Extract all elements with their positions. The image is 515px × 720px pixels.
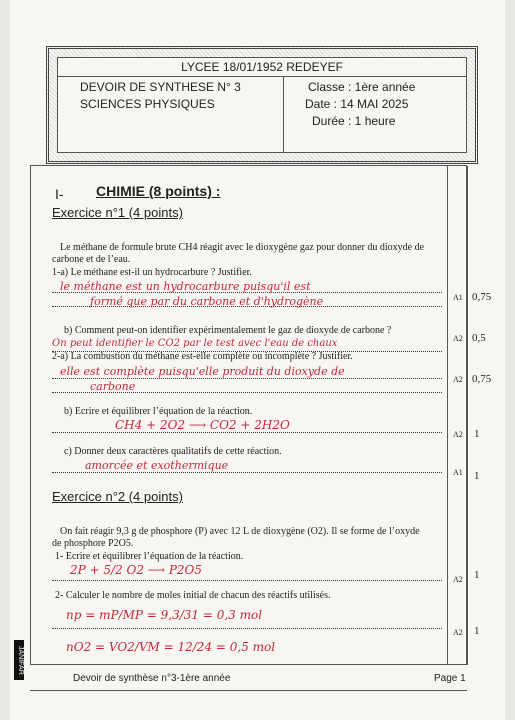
answer-line <box>52 628 442 629</box>
answer-line <box>52 580 442 581</box>
answer-1a-line1: le méthane est un hydrocarbure puisqu'il est <box>60 280 311 293</box>
grading-points: 0,75 <box>472 373 492 385</box>
question-2c: c) Donner deux caractères qualitatifs de cette réaction. <box>64 446 282 457</box>
grading-column-divider-2 <box>467 166 468 665</box>
grading-code: A1 <box>453 468 463 477</box>
page-number: Page 1 <box>434 673 466 684</box>
footer-left: Devoir de synthèse n°3-1ère année <box>73 673 231 684</box>
subject: SCIENCES PHYSIQUES <box>80 97 215 111</box>
grading-points: 0,5 <box>472 332 486 344</box>
class-label: Classe : 1ère année <box>308 80 416 94</box>
question-2a: 2-a) La combustion du méthane est-elle complète ou incomplète ? Justifier. <box>52 351 353 362</box>
grading-points: 1 <box>474 428 480 440</box>
answer-1b: On peut identifier le CO2 par le test avec l'eau de chaux <box>52 338 338 349</box>
answer-line <box>52 432 442 433</box>
exercise2-answer-2-line2: nO2 = VO2/VM = 12/24 = 0,5 mol <box>66 640 276 654</box>
exercise2-question-1: 1- Ecrire et équilibrer l’équation de la réaction. <box>55 551 244 562</box>
exercise2-intro-line1: On fait réagir 9,3 g de phosphore (P) avec 12 L de dioxygène (O2). Il se forme de l’oxyde <box>60 526 420 537</box>
answer-line <box>52 378 442 379</box>
question-1a: 1-a) Le méthane est-il un hydrocarbure ? Justifier. <box>52 267 252 278</box>
exercise2-title: Exercice n°2 (4 points) <box>52 489 183 504</box>
answer-2b: CH4 + 2O2 ⟶ CO2 + 2H2O <box>115 418 290 432</box>
school-name: LYCEE 18/01/1952 REDEYEF <box>181 60 343 74</box>
exercise2-question-2: 2- Calculer le nombre de moles initial de chacun des réactifs utilisés. <box>55 590 331 601</box>
question-2b: b) Ecrire et équilibrer l’équation de la réaction. <box>64 406 253 417</box>
grading-points: 1 <box>474 569 480 581</box>
exercise2-answer-1: 2P + 5/2 O2 ⟶ P2O5 <box>70 563 203 577</box>
answer-2a-line1: elle est complète puisqu'elle produit du dioxyde de <box>60 365 345 378</box>
grading-code: A2 <box>453 628 463 637</box>
grading-points: 1 <box>474 470 480 482</box>
answer-2a-line2: carbone <box>90 380 136 393</box>
grading-code: A2 <box>453 375 463 384</box>
exercise2-answer-2-line1: np = mP/MP = 9,3/31 = 0,3 mol <box>66 608 263 622</box>
date-label: Date : 14 MAI 2025 <box>305 97 409 111</box>
side-tag: JANIFAR <box>14 640 24 680</box>
grading-code: A1 <box>453 293 463 302</box>
header-divider <box>58 76 466 77</box>
grading-points: 0,75 <box>472 291 492 303</box>
exercise2-intro-line2: de phosphore P2O5. <box>52 538 134 549</box>
grading-code: A2 <box>453 575 463 584</box>
grading-column-divider-1 <box>447 166 448 665</box>
exercise1-intro-line1: Le méthane de formule brute CH4 réagit avec le dioxygène gaz pour donner du dioxyde de <box>60 242 425 253</box>
header-column-divider <box>283 76 284 152</box>
question-1b: b) Comment peut-on identifier expérimentalement le gaz de dioxyde de carbone ? <box>64 325 392 336</box>
footer-divider <box>30 664 467 665</box>
grading-points: 1 <box>474 625 480 637</box>
header-frame <box>46 46 478 164</box>
section-numeral: I- <box>55 186 64 202</box>
duration-label: Durée : 1 heure <box>312 114 396 128</box>
answer-1a-line2: formé que par du carbone et d'hydrogène <box>90 295 324 308</box>
answer-line <box>52 472 442 473</box>
grading-code: A2 <box>453 430 463 439</box>
exercise1-intro-line2: carbone et de l’eau. <box>52 254 131 265</box>
section-title: CHIMIE (8 points) : <box>96 183 221 199</box>
exam-title: DEVOIR DE SYNTHESE N° 3 <box>80 80 241 94</box>
header-box <box>57 57 467 153</box>
answer-2c: amorcée et exothermique <box>85 459 229 472</box>
grading-code: A2 <box>453 334 463 343</box>
footer-divider <box>30 690 467 691</box>
exercise1-title: Exercice n°1 (4 points) <box>52 205 183 220</box>
